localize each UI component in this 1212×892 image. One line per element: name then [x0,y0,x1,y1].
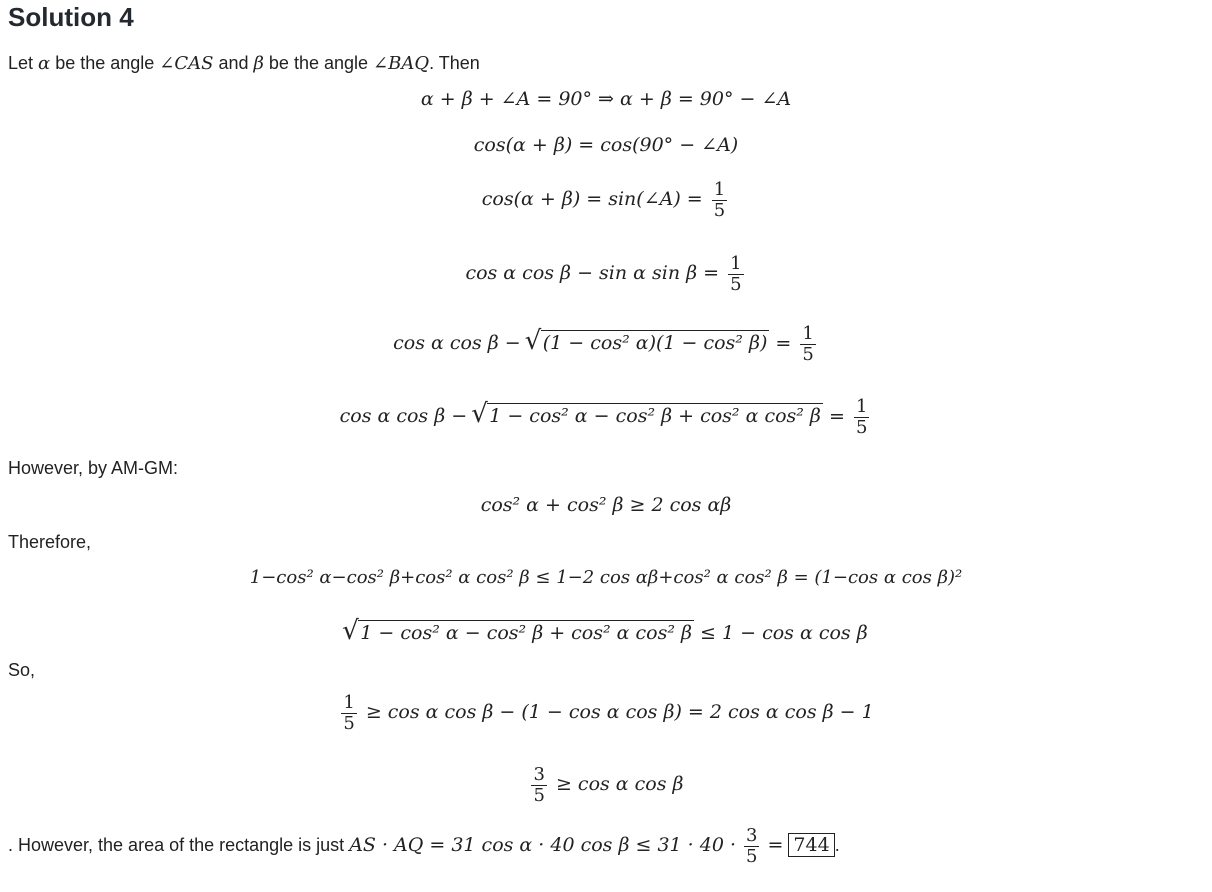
radicand: (1 − cos² α)(1 − cos² β) [542,332,768,355]
fraction-one-fifth [854,397,869,438]
final-paragraph [8,826,840,867]
equation-6 [0,397,1212,438]
radicand: 1 − cos² α − cos² β + cos² α cos² β [360,622,692,644]
fraction-denominator: 5 [730,273,742,295]
equation-8-text: 1−cos² α−cos² β+cos² α cos² β ≤ 1−2 cos αβ+cos² α cos² β = (1−cos α cos β)² [249,567,963,588]
fraction-numerator: 1 [343,692,355,713]
fraction-denominator: 5 [713,199,726,221]
equation-5 [0,324,1212,365]
equation-2-text: cos(α + β) = cos(90° − ∠A) [473,134,739,156]
fraction-denominator: 5 [533,784,545,806]
intro-text-4: be the angle [263,53,374,73]
fraction-three-fifths [744,826,759,867]
angle-baq: ∠BAQ [373,53,430,74]
intro-text-3: and [213,53,254,73]
equation-10-right: ≥ cos α cos β − (1 − cos α cos β) = 2 cos α cos β − 1 [365,701,874,724]
square-root [527,330,770,354]
fraction-numerator: 1 [802,323,814,344]
equation-3-text: cos(α + β) = sin(∠A) = [481,188,703,211]
equation-3 [0,180,1212,221]
fraction-numerator: 1 [713,179,726,200]
beta-symbol: β [253,53,264,74]
fraction-one-fifth [728,254,743,295]
equation-11 [0,765,1212,806]
fraction-numerator: 3 [746,825,758,846]
radicand: 1 − cos² α − cos² β + cos² α cos² β [489,405,821,428]
intro-paragraph [8,53,480,74]
fraction-denominator: 5 [855,416,868,438]
fraction-numerator: 1 [730,253,742,274]
amgm-text: However, by AM-GM: [8,458,179,478]
equation-11-right: ≥ cos α cos β [555,773,684,796]
fraction-one-fifth [712,180,727,221]
therefore-text: Therefore, [8,532,92,552]
equals-sign: = [828,405,845,428]
so-text: So, [8,660,36,680]
equation-7 [0,494,1212,516]
final-math: AS · AQ = 31 cos α · 40 cos β ≤ 31 · 40 · [349,834,736,857]
solution-title: Solution 4 [8,2,134,32]
fraction-denominator: 5 [802,343,814,365]
intro-text-2: be the angle [50,53,160,73]
equation-2 [0,134,1212,156]
equals-sign: = [775,332,792,355]
equation-1-text: α + β + ∠A = 90° ⇒ α + β = 90° − ∠A [420,88,792,110]
equation-1 [0,88,1212,110]
square-root [473,403,823,427]
equation-9 [0,620,1212,644]
equals-sign: = [767,834,784,857]
final-suffix: . [834,835,840,856]
fraction-one-fifth [341,693,356,734]
intro-text-5: . Then [429,53,480,73]
fraction-numerator: 3 [533,764,545,785]
equation-8 [0,567,1212,588]
angle-cas: ∠CAS [159,53,214,74]
equation-4 [0,254,1212,295]
equation-6-left: cos α cos β − [339,405,468,428]
square-root [344,620,694,644]
equation-7-text: cos² α + cos² β ≥ 2 cos αβ [480,494,732,516]
final-prefix-text: . However, the area of the rectangle is just [8,835,350,856]
intro-text-1: Let [8,53,39,73]
equation-5-left: cos α cos β − [393,332,521,355]
answer-box: 744 [788,833,834,857]
equation-10 [0,693,1212,734]
equation-9-right: ≤ 1 − cos α cos β [700,622,868,644]
fraction-three-fifths [531,765,546,806]
equation-4-text: cos α cos β − sin α sin β = [465,262,720,285]
fraction-numerator: 1 [855,396,868,417]
alpha-symbol: α [38,53,51,74]
fraction-denominator: 5 [343,712,355,734]
fraction-one-fifth [800,324,815,365]
fraction-denominator: 5 [746,845,758,867]
